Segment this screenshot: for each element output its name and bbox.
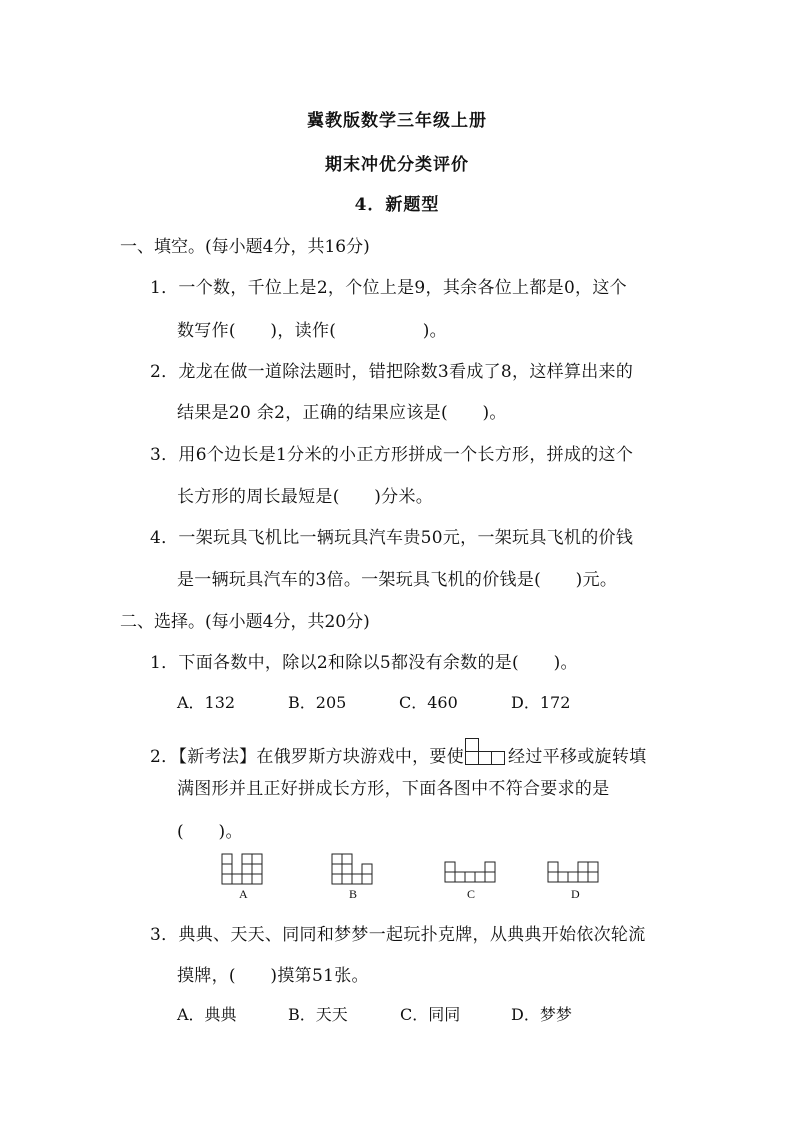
s1-q3-line1: 3．用6个边长是1分米的小正方形拼成一个长方形，拼成的这个 <box>150 445 634 465</box>
figure-d-label: D <box>571 887 580 901</box>
figure-c-label: C <box>467 887 476 901</box>
s2-q2-line3: ( )。 <box>177 822 243 842</box>
figure-b <box>331 853 377 885</box>
s2-q3-line2: 摸牌，( )摸第51张。 <box>177 966 369 986</box>
s1-q1-line1: 1．一个数，千位上是2，个位上是9，其余各位上都是0，这个 <box>150 278 627 298</box>
s2-q3-option-d: D．梦梦 <box>511 1005 572 1024</box>
s2-q1-option-c: C．460 <box>399 693 458 712</box>
s2-q3-option-c: C．同同 <box>400 1005 461 1024</box>
s2-q2-line1-before: 2．【新考法】在俄罗斯方块游戏中，要使 <box>150 747 465 767</box>
s2-q1-option-d: D．172 <box>511 693 571 712</box>
figure-b-label: B <box>349 887 358 901</box>
s2-q1-text: 1．下面各数中，除以2和除以5都没有余数的是( )。 <box>150 653 578 673</box>
figure-a <box>221 853 267 885</box>
figure-c <box>444 861 500 885</box>
s1-q2-line1: 2．龙龙在做一道除法题时，错把除数3看成了8，这样算出来的 <box>150 362 634 382</box>
s2-q3-option-a: A．典典 <box>177 1005 237 1024</box>
s1-q2-line2: 结果是20 余2，正确的结果应该是( )。 <box>177 403 507 423</box>
s2-q2-line1-after: 经过平移或旋转填 <box>508 747 647 767</box>
section-2-heading: 二、选择。(每小题4分，共20分) <box>120 612 370 632</box>
s2-q1-option-b: B．205 <box>288 693 347 712</box>
s1-q1-line2: 数写作( )，读作( )。 <box>177 321 447 341</box>
s2-q3-line1: 3．典典、天天、同同和梦梦一起玩扑克牌，从典典开始依次轮流 <box>150 925 646 945</box>
document-subtitle: 期末冲优分类评价 <box>325 155 469 175</box>
tetromino-l-icon <box>464 737 508 767</box>
s1-q4-line2: 是一辆玩具汽车的3倍。一架玩具飞机的价钱是( )元。 <box>177 570 618 590</box>
figure-a-label: A <box>239 887 248 901</box>
unit-title: 4．新题型 <box>354 195 440 215</box>
s2-q2-line2: 满图形并且正好拼成长方形，下面各图中不符合要求的是 <box>177 779 610 799</box>
s2-q3-option-b: B．天天 <box>288 1005 348 1024</box>
s2-q1-option-a: A．132 <box>177 693 236 712</box>
section-1-heading: 一、填空。(每小题4分，共16分) <box>120 237 370 257</box>
s2-q2-line1 <box>150 737 646 767</box>
s1-q3-line2: 长方形的周长最短是( )分米。 <box>177 487 434 507</box>
figure-d <box>547 861 603 885</box>
s1-q4-line1: 4．一架玩具飞机比一辆玩具汽车贵50元，一架玩具飞机的价钱 <box>150 528 634 548</box>
document-title: 冀教版数学三年级上册 <box>307 111 487 131</box>
